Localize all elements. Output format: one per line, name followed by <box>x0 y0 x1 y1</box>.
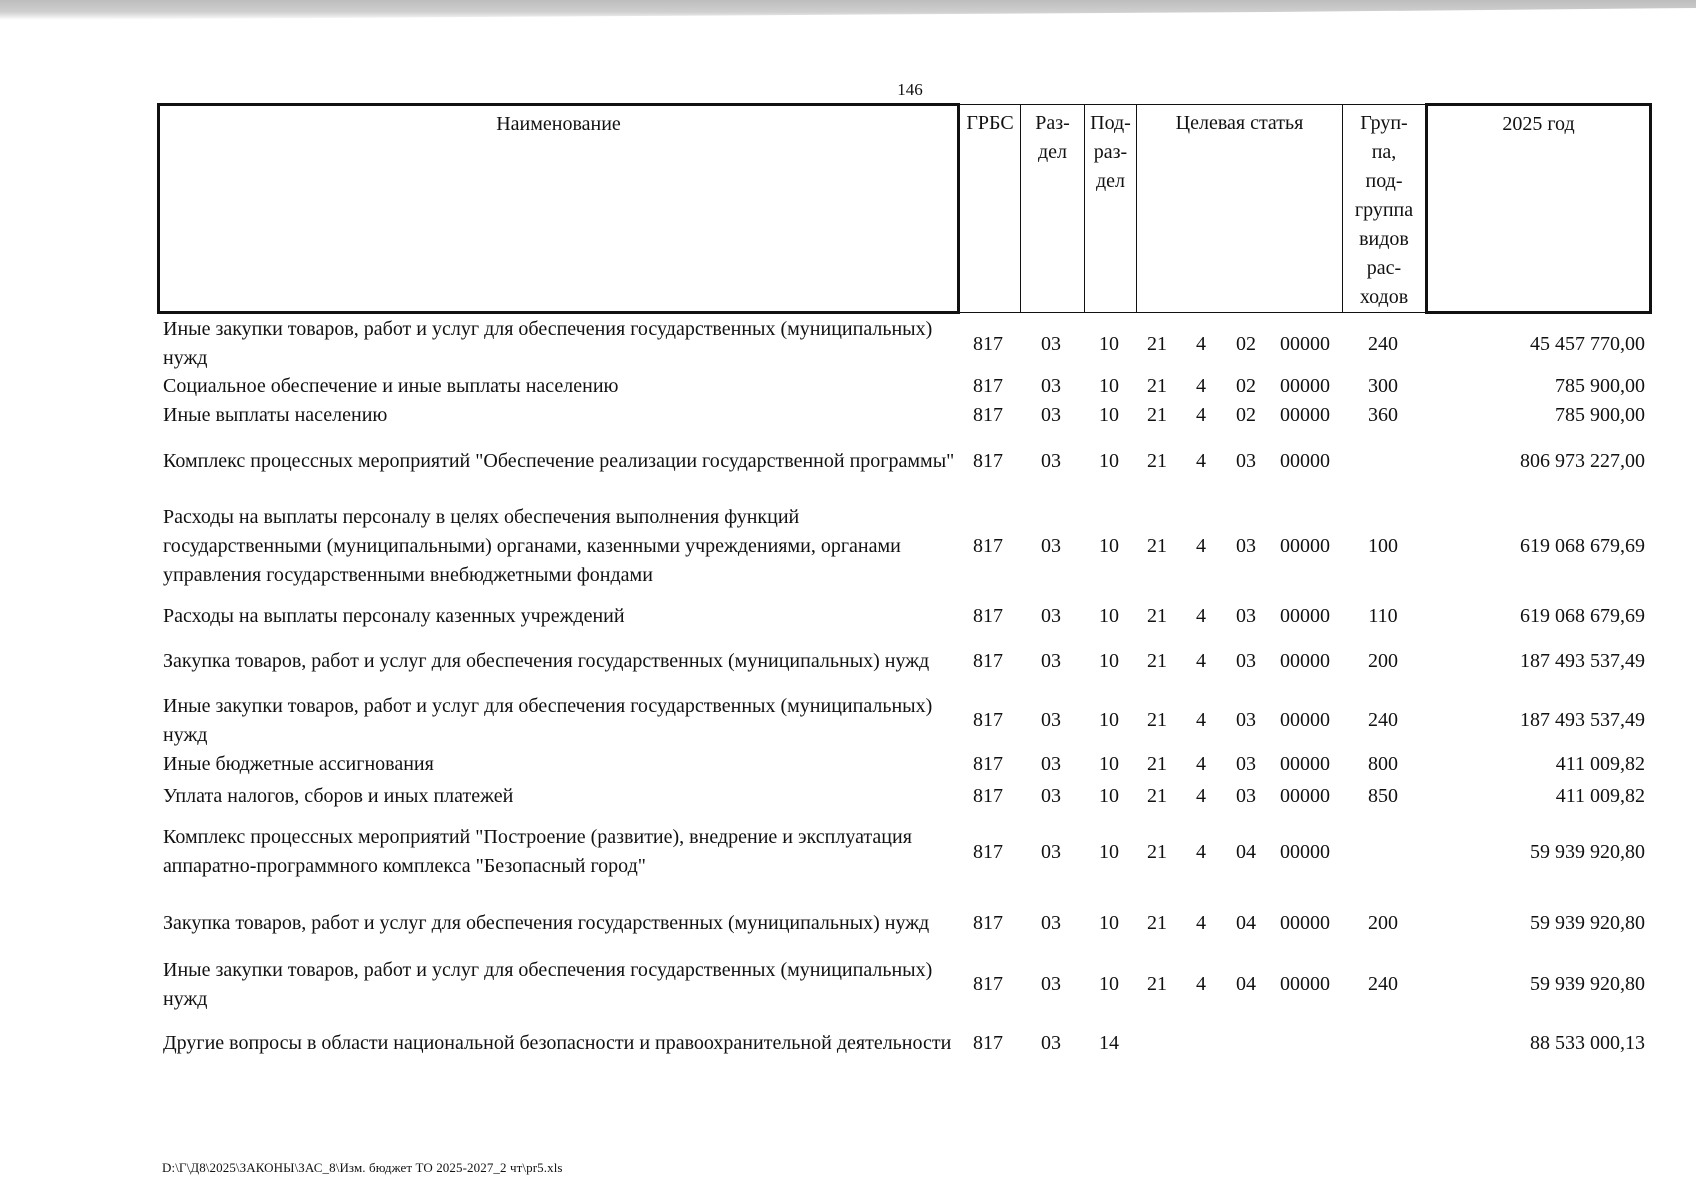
row-amount: 619 068 679,69 <box>1520 534 1645 557</box>
row-podrazdel: 10 <box>1099 784 1119 807</box>
row-group: 800 <box>1368 753 1398 775</box>
table-row <box>157 891 1649 955</box>
row-name: Иные бюджетные ассигнования <box>163 753 434 775</box>
row-target-type: 4 <box>1196 709 1206 731</box>
row-target-program: 21 <box>1147 709 1167 731</box>
row-grbs: 817 <box>973 784 1003 807</box>
row-amount: 187 493 537,49 <box>1520 709 1645 731</box>
row-amount: 59 939 920,80 <box>1530 911 1645 934</box>
table-row <box>157 316 1649 372</box>
row-grbs: 817 <box>973 973 1003 995</box>
row-group: 110 <box>1368 604 1398 627</box>
table-row <box>157 632 1649 691</box>
row-podrazdel: 10 <box>1099 709 1119 731</box>
scan-edge-shadow <box>0 0 1696 20</box>
row-group: 360 <box>1368 404 1398 426</box>
row-name: Закупка товаров, работ и услуг для обеспечения государственных (муниципальных) нужд <box>163 911 930 934</box>
row-amount: 88 533 000,13 <box>1530 1032 1645 1054</box>
row-grbs: 817 <box>973 650 1003 672</box>
table-row <box>157 691 1649 750</box>
row-target-item: 04 <box>1236 911 1256 934</box>
row-target-program: 21 <box>1147 332 1167 355</box>
row-name: Иные закупки товаров, работ и услуг для обеспечения государственных (муниципальных) нужд <box>163 694 933 746</box>
row-razdel: 03 <box>1041 375 1061 397</box>
row-target-direction: 00000 <box>1280 973 1330 995</box>
table-row <box>157 750 1649 779</box>
row-target-item: 03 <box>1236 604 1256 627</box>
row-target-direction: 00000 <box>1280 784 1330 807</box>
row-amount: 59 939 920,80 <box>1530 973 1645 995</box>
row-razdel: 03 <box>1041 332 1061 355</box>
row-razdel: 03 <box>1041 784 1061 807</box>
header-grbs: ГРБС <box>959 105 1021 313</box>
row-target-direction: 00000 <box>1280 332 1330 355</box>
row-amount: 187 493 537,49 <box>1520 650 1645 672</box>
row-name: Закупка товаров, работ и услуг для обеспечения государственных (муниципальных) нужд <box>163 650 930 672</box>
row-podrazdel: 10 <box>1099 332 1119 355</box>
row-name: Комплекс процессных мероприятий "Обеспечение реализации государственной программы" <box>163 449 955 472</box>
row-target-type: 4 <box>1196 911 1206 934</box>
row-target-program: 21 <box>1147 449 1167 472</box>
row-target-type: 4 <box>1196 784 1206 807</box>
row-amount: 619 068 679,69 <box>1520 604 1645 627</box>
row-group: 240 <box>1368 973 1398 995</box>
row-target-direction: 00000 <box>1280 753 1330 775</box>
row-grbs: 817 <box>973 911 1003 934</box>
row-target-direction: 00000 <box>1280 650 1330 672</box>
row-target-direction: 00000 <box>1280 840 1330 863</box>
row-target-direction: 00000 <box>1280 449 1330 472</box>
table-row <box>157 372 1649 401</box>
row-razdel: 03 <box>1041 604 1061 627</box>
row-target-type: 4 <box>1196 375 1206 397</box>
row-podrazdel: 10 <box>1099 650 1119 672</box>
table-row <box>157 1014 1649 1073</box>
row-target-item: 02 <box>1236 404 1256 426</box>
row-grbs: 817 <box>973 840 1003 863</box>
row-razdel: 03 <box>1041 840 1061 863</box>
row-target-program: 21 <box>1147 375 1167 397</box>
row-target-type: 4 <box>1196 534 1206 557</box>
row-razdel: 03 <box>1041 449 1061 472</box>
row-name: Социальное обеспечение и иные выплаты населению <box>163 375 619 397</box>
row-podrazdel: 10 <box>1099 375 1119 397</box>
row-razdel: 03 <box>1041 709 1061 731</box>
row-razdel: 03 <box>1041 404 1061 426</box>
row-target-type: 4 <box>1196 753 1206 775</box>
header-name: Наименование <box>159 105 959 313</box>
header-group: Груп- па, под- группа видов рас- ходов <box>1343 105 1427 313</box>
row-target-direction: 00000 <box>1280 709 1330 731</box>
row-podrazdel: 10 <box>1099 604 1119 627</box>
row-grbs: 817 <box>973 449 1003 472</box>
row-group: 100 <box>1368 534 1398 557</box>
row-amount: 45 457 770,00 <box>1530 332 1645 355</box>
table-row <box>157 492 1649 600</box>
row-amount: 785 900,00 <box>1555 375 1645 397</box>
row-target-type: 4 <box>1196 449 1206 472</box>
row-grbs: 817 <box>973 753 1003 775</box>
table-row <box>157 430 1649 492</box>
row-group: 300 <box>1368 375 1398 397</box>
row-name: Расходы на выплаты персоналу казенных учреждений <box>163 604 625 627</box>
row-target-program: 21 <box>1147 784 1167 807</box>
row-razdel: 03 <box>1041 534 1061 557</box>
table-header <box>157 103 1652 314</box>
row-group: 240 <box>1368 709 1398 731</box>
table-row <box>157 401 1649 430</box>
row-podrazdel: 10 <box>1099 449 1119 472</box>
table-row <box>157 813 1649 891</box>
row-target-type: 4 <box>1196 840 1206 863</box>
row-grbs: 817 <box>973 534 1003 557</box>
row-podrazdel: 10 <box>1099 911 1119 934</box>
header-year: 2025 год <box>1427 105 1651 313</box>
row-razdel: 03 <box>1041 753 1061 775</box>
row-target-item: 04 <box>1236 973 1256 995</box>
row-target-direction: 00000 <box>1280 534 1330 557</box>
row-group: 200 <box>1368 650 1398 672</box>
row-grbs: 817 <box>973 604 1003 627</box>
row-target-type: 4 <box>1196 973 1206 995</box>
row-podrazdel: 14 <box>1099 1032 1119 1054</box>
row-name: Другие вопросы в области национальной безопасности и правоохранительной деятельности <box>163 1032 952 1054</box>
row-target-program: 21 <box>1147 840 1167 863</box>
row-amount: 59 939 920,80 <box>1530 840 1645 863</box>
header-target: Целевая статья <box>1137 105 1343 313</box>
row-grbs: 817 <box>973 709 1003 731</box>
row-podrazdel: 10 <box>1099 840 1119 863</box>
row-name: Расходы на выплаты персоналу в целях обеспечения выполнения функций государственными (муниципальными) органами, казенными учреждениями, органами управления государственными внебюджетными фондами <box>163 505 901 586</box>
row-razdel: 03 <box>1041 911 1061 934</box>
row-target-item: 02 <box>1236 375 1256 397</box>
row-podrazdel: 10 <box>1099 404 1119 426</box>
row-target-direction: 00000 <box>1280 375 1330 397</box>
row-amount: 806 973 227,00 <box>1520 449 1645 472</box>
row-amount: 411 009,82 <box>1555 753 1645 775</box>
row-target-item: 03 <box>1236 753 1256 775</box>
row-name: Иные выплаты населению <box>163 404 388 426</box>
row-target-type: 4 <box>1196 650 1206 672</box>
row-group: 200 <box>1368 911 1398 934</box>
row-name: Уплата налогов, сборов и иных платежей <box>163 784 514 807</box>
row-group: 850 <box>1368 784 1398 807</box>
row-name: Иные закупки товаров, работ и услуг для обеспечения государственных (муниципальных) нужд <box>163 958 933 1010</box>
row-target-item: 02 <box>1236 332 1256 355</box>
row-target-program: 21 <box>1147 404 1167 426</box>
table-row <box>157 955 1649 1014</box>
row-amount: 411 009,82 <box>1555 784 1645 807</box>
row-target-item: 03 <box>1236 534 1256 557</box>
row-group: 240 <box>1368 332 1398 355</box>
row-target-item: 03 <box>1236 784 1256 807</box>
row-target-direction: 00000 <box>1280 604 1330 627</box>
row-podrazdel: 10 <box>1099 534 1119 557</box>
row-target-item: 03 <box>1236 449 1256 472</box>
row-target-item: 03 <box>1236 650 1256 672</box>
row-razdel: 03 <box>1041 650 1061 672</box>
page-number: 146 <box>897 80 923 99</box>
row-name: Комплекс процессных мероприятий "Построение (развитие), внедрение и эксплуатация аппаратно-программного комплекса "Безопасный город" <box>163 826 912 877</box>
table-row <box>157 779 1649 813</box>
row-target-program: 21 <box>1147 753 1167 775</box>
row-grbs: 817 <box>973 1032 1003 1054</box>
row-amount: 785 900,00 <box>1555 404 1645 426</box>
header-podrazdel: Под- раз- дел <box>1085 105 1137 313</box>
row-target-type: 4 <box>1196 332 1206 355</box>
row-grbs: 817 <box>973 404 1003 426</box>
header-razdel: Раз- дел <box>1021 105 1085 313</box>
row-grbs: 817 <box>973 332 1003 355</box>
row-razdel: 03 <box>1041 973 1061 995</box>
row-razdel: 03 <box>1041 1032 1061 1054</box>
footer-file-path: D:\Г\Д8\2025\ЗАКОНЫ\ЗАС_8\Изм. бюджет ТО 2025-2027_2 чт\pr5.xls <box>162 1160 563 1175</box>
row-target-program: 21 <box>1147 911 1167 934</box>
row-podrazdel: 10 <box>1099 753 1119 775</box>
row-target-direction: 00000 <box>1280 404 1330 426</box>
row-target-item: 04 <box>1236 840 1256 863</box>
row-grbs: 817 <box>973 375 1003 397</box>
row-name: Иные закупки товаров, работ и услуг для обеспечения государственных (муниципальных) нужд <box>163 318 933 369</box>
row-target-type: 4 <box>1196 404 1206 426</box>
row-target-type: 4 <box>1196 604 1206 627</box>
row-target-item: 03 <box>1236 709 1256 731</box>
row-target-program: 21 <box>1147 973 1167 995</box>
row-target-program: 21 <box>1147 650 1167 672</box>
table-body <box>157 316 1649 1073</box>
table-row <box>157 600 1649 632</box>
row-target-direction: 00000 <box>1280 911 1330 934</box>
row-podrazdel: 10 <box>1099 973 1119 995</box>
row-target-program: 21 <box>1147 604 1167 627</box>
row-target-program: 21 <box>1147 534 1167 557</box>
